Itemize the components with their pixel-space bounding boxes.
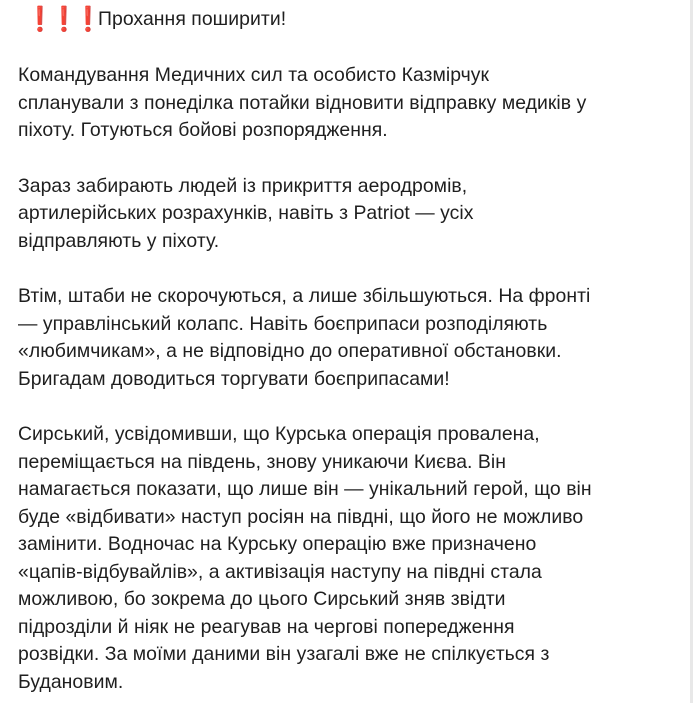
text-line: розвідки. За моїми даними він узагалі вже не спілкується з [18, 643, 550, 665]
message-text [18, 6, 678, 696]
exclamation-icon: ❗ [73, 6, 103, 33]
message-headline [18, 6, 678, 34]
exclamation-icons [25, 6, 103, 33]
text-line: «любимчикам», а не відповідно до оперативної обстановки. [18, 340, 562, 362]
text-line: переміщається на південь, знову уникаючи Києва. Він [18, 450, 507, 473]
text-line: намагається показати, що лише він — унікальний герой, що він [18, 478, 592, 500]
exclamation-icon: ❗ [49, 6, 79, 33]
text-line: Сирський, усвідомивши, що Курська операція провалена, [18, 423, 540, 445]
paragraph-1 [18, 62, 678, 145]
text-line: Будановим. [18, 670, 124, 693]
text-line: Втім, штаби не скорочуються, а лише збільшуються. На фронті [18, 285, 591, 307]
text-line: підрозділи й ніяк не реагував на чергові попередження [18, 615, 515, 638]
text-line: можливою, бо зокрема до цього Сирський зняв звідти [18, 588, 506, 610]
text-line: Зараз забирають людей із прикриття аеродромів, [18, 174, 468, 197]
text-line: замінити. Водночас на Курську операцію вже призначено [18, 533, 537, 555]
paragraph-3 [18, 283, 678, 393]
text-line: «цапів-відбувайлів», а активізація наступу на півдні стала [18, 560, 542, 583]
text-line: артилерійських розрахунків, навіть з Patriot — усіх [18, 202, 474, 224]
text-line: піхоту. Готуються бойові розпорядження. [18, 119, 388, 141]
exclamation-icon: ❗ [25, 6, 55, 33]
text-line: Командування Медичних сил та особисто Казмірчук [18, 64, 490, 86]
paragraph-4 [18, 421, 678, 696]
headline-text: Прохання поширити! [98, 8, 287, 31]
text-line: спланували з понеділка потайки відновити відправку медиків у [18, 91, 587, 114]
text-line: відправляють у піхоту. [18, 229, 220, 252]
text-line: буде «відбивати» наступ росіян на півдні, що його не можливо [18, 505, 584, 528]
paragraph-2 [18, 173, 678, 256]
text-line: Бригадам доводиться торгувати боєприпасами! [18, 367, 450, 390]
text-line: — управлінський колапс. Навіть боєприпаси розподіляють [18, 312, 548, 335]
